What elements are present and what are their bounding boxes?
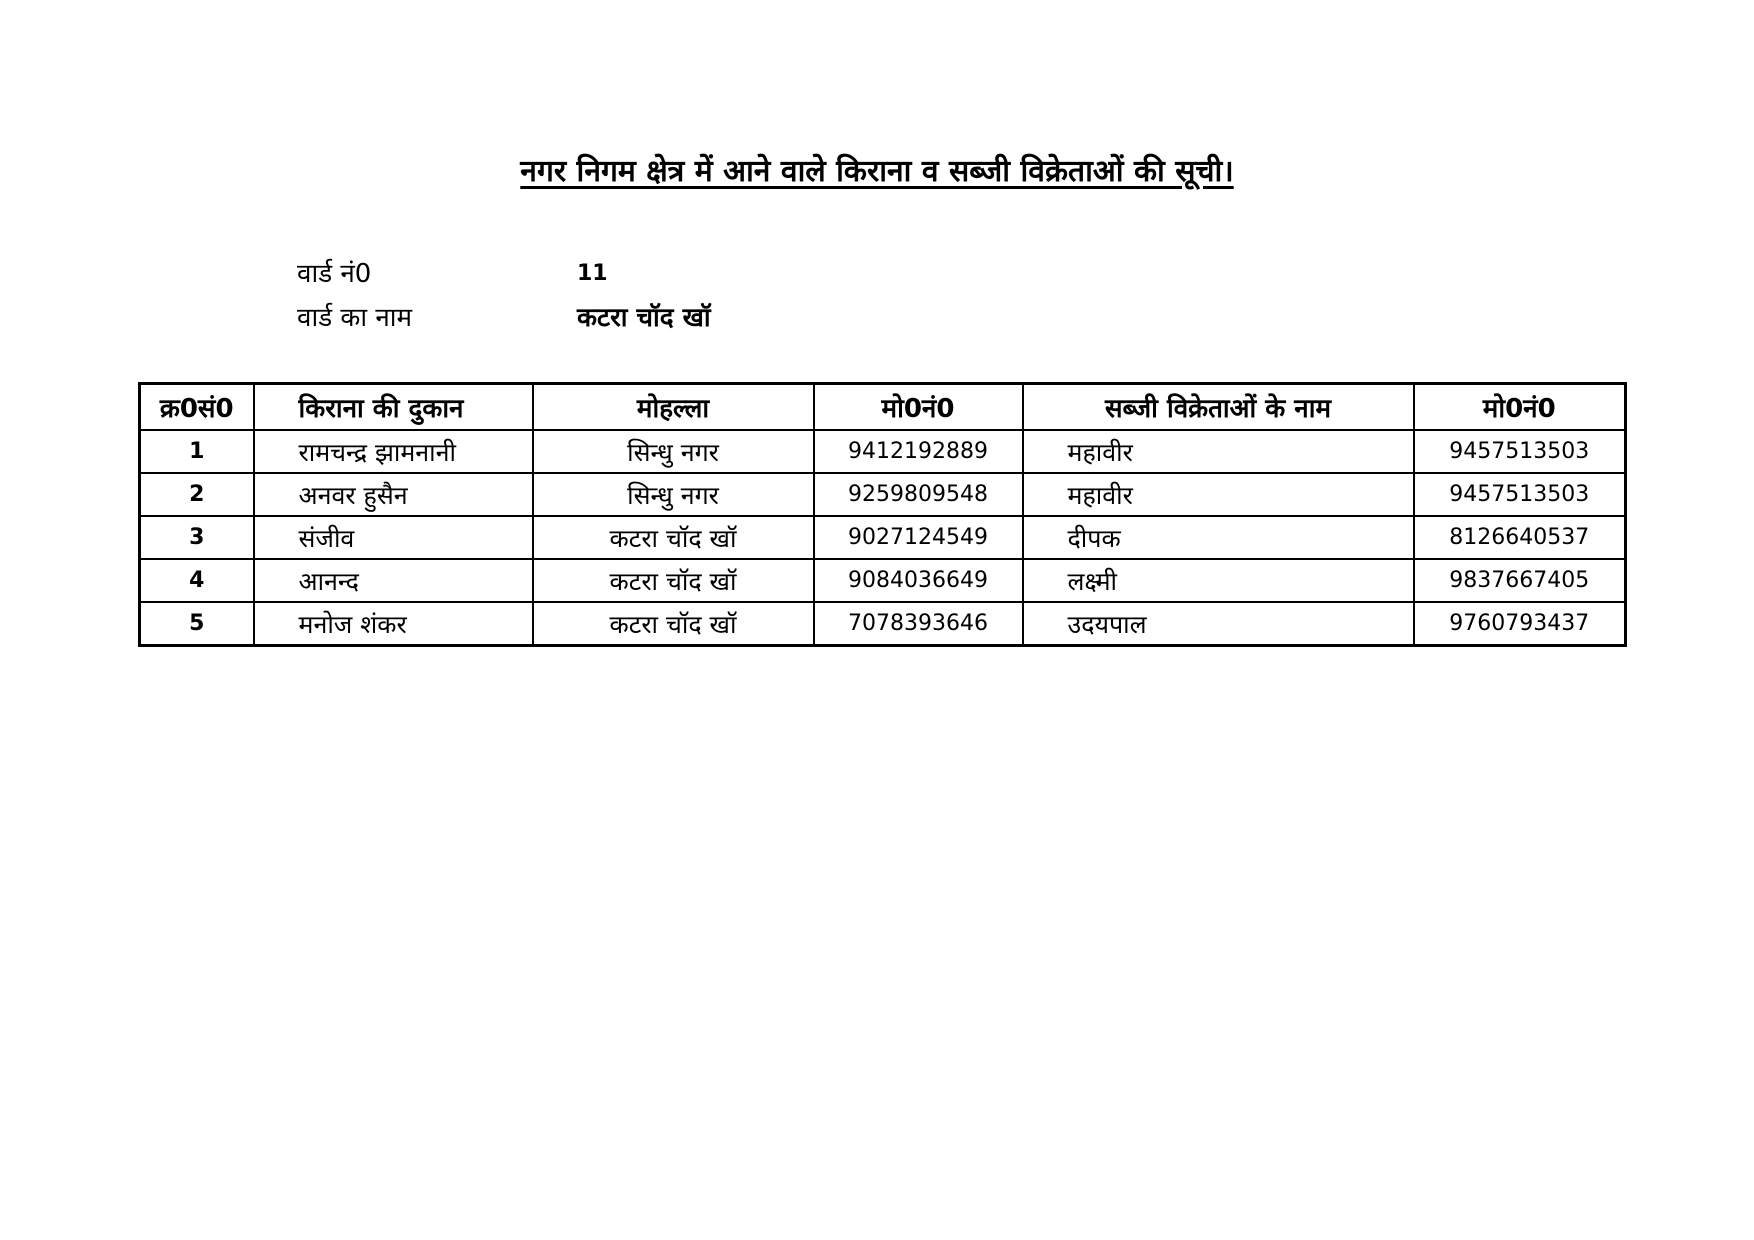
ward-number-row xyxy=(297,252,711,296)
header-locality: मोहल्ला xyxy=(533,384,814,431)
cell-vendor-mobile: 9457513503 xyxy=(1414,430,1626,473)
cell-vendor-mobile: 9457513503 xyxy=(1414,473,1626,516)
cell-serial: 2 xyxy=(140,473,254,516)
table-row xyxy=(140,473,1626,516)
table-row xyxy=(140,602,1626,646)
header-vendor-mobile: मो0नं0 xyxy=(1414,384,1626,431)
cell-shop: मनोज शंकर xyxy=(254,602,533,646)
cell-vendor: लक्ष्मी xyxy=(1023,559,1414,602)
cell-serial: 3 xyxy=(140,516,254,559)
cell-serial: 1 xyxy=(140,430,254,473)
cell-vendor-mobile: 9760793437 xyxy=(1414,602,1626,646)
cell-vendor-mobile: 8126640537 xyxy=(1414,516,1626,559)
cell-vendor: महावीर xyxy=(1023,473,1414,516)
header-shop: किराना की दुकान xyxy=(254,384,533,431)
cell-locality: कटरा चॉद खॉ xyxy=(533,602,814,646)
table-row xyxy=(140,430,1626,473)
cell-serial: 5 xyxy=(140,602,254,646)
cell-shop-mobile: 9412192889 xyxy=(814,430,1023,473)
cell-shop-mobile: 7078393646 xyxy=(814,602,1023,646)
cell-shop: रामचन्द्र झामनानी xyxy=(254,430,533,473)
vendor-table xyxy=(138,382,1627,647)
cell-shop-mobile: 9259809548 xyxy=(814,473,1023,516)
cell-locality: कटरा चॉद खॉ xyxy=(533,516,814,559)
cell-locality: कटरा चॉद खॉ xyxy=(533,559,814,602)
cell-shop: आनन्द xyxy=(254,559,533,602)
ward-name-value: कटरा चॉद खॉ xyxy=(577,303,711,333)
ward-number-label: वार्ड नं0 xyxy=(297,259,372,289)
cell-vendor: उदयपाल xyxy=(1023,602,1414,646)
table-row xyxy=(140,559,1626,602)
cell-shop: अनवर हुसैन xyxy=(254,473,533,516)
page-title-text: नगर निगम क्षेत्र में आने वाले किराना व सब्जी विक्रेताओं की सूची। xyxy=(520,154,1234,189)
page-title xyxy=(0,152,1754,192)
header-vendor: सब्जी विक्रेताओं के नाम xyxy=(1023,384,1414,431)
cell-locality: सिन्धु नगर xyxy=(533,473,814,516)
ward-number-value: 11 xyxy=(577,261,608,286)
cell-vendor-mobile: 9837667405 xyxy=(1414,559,1626,602)
header-serial: क्र0सं0 xyxy=(140,384,254,431)
cell-vendor: महावीर xyxy=(1023,430,1414,473)
cell-serial: 4 xyxy=(140,559,254,602)
ward-name-label: वार्ड का नाम xyxy=(297,303,413,333)
cell-locality: सिन्धु नगर xyxy=(533,430,814,473)
cell-shop-mobile: 9084036649 xyxy=(814,559,1023,602)
cell-shop-mobile: 9027124549 xyxy=(814,516,1023,559)
cell-vendor: दीपक xyxy=(1023,516,1414,559)
cell-shop: संजीव xyxy=(254,516,533,559)
header-shop-mobile: मो0नं0 xyxy=(814,384,1023,431)
ward-name-row xyxy=(297,296,711,340)
table-row xyxy=(140,516,1626,559)
table-header-row xyxy=(140,384,1626,431)
ward-info xyxy=(297,252,711,340)
